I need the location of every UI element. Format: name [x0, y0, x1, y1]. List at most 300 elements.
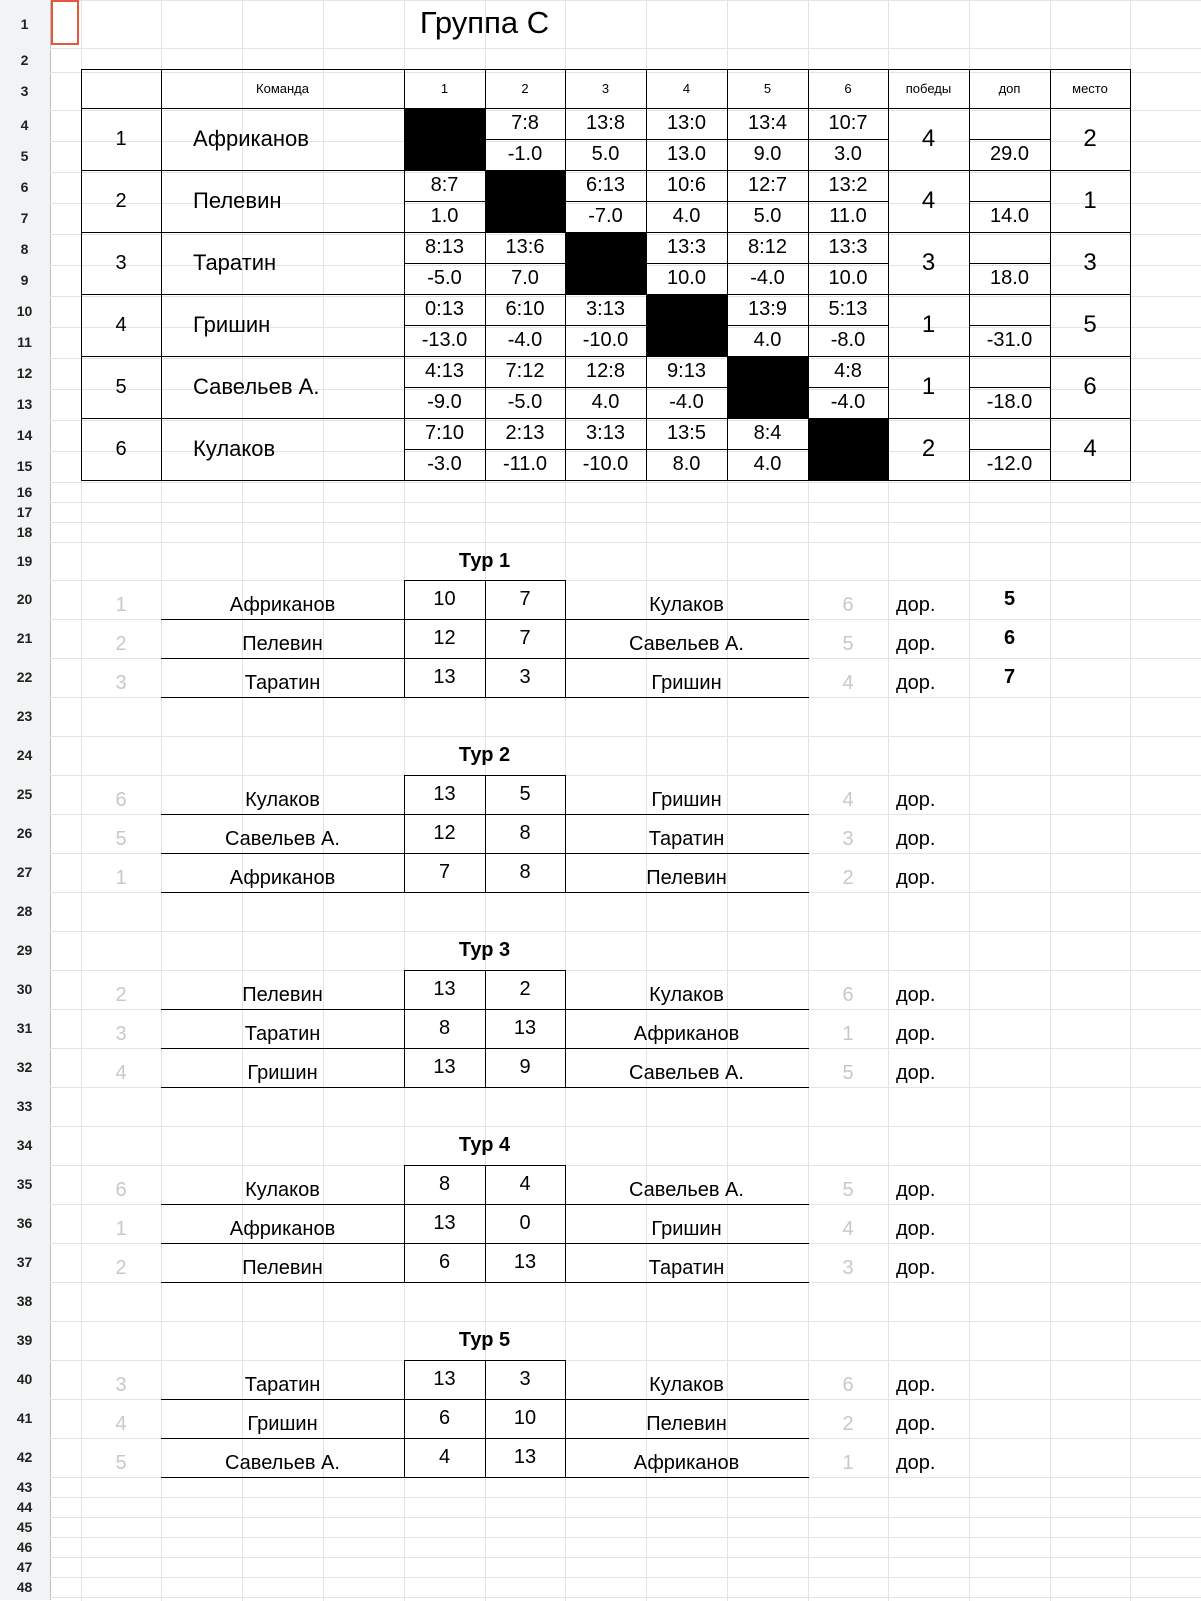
border-line [565, 69, 566, 481]
score-difference: 1.0 [430, 205, 459, 227]
border-line [161, 69, 162, 481]
road-label: дор. [896, 594, 936, 616]
score-difference: 13.0 [667, 143, 706, 165]
road-label: дор. [896, 1023, 936, 1045]
border-line [404, 387, 486, 388]
self-match-block [808, 418, 888, 480]
row-number[interactable]: 33 [16, 1098, 33, 1114]
row-number[interactable]: 48 [16, 1579, 33, 1595]
border-line [404, 775, 405, 893]
team2-name: Пелевин [646, 867, 727, 889]
row-number[interactable]: 13 [16, 396, 33, 412]
match-score: 12:7 [748, 174, 787, 196]
match-score: 7:12 [505, 360, 545, 382]
gridline [50, 502, 1201, 503]
team2-id: 1 [842, 1452, 854, 1474]
team-number: 6 [115, 437, 127, 460]
score-difference: -13.0 [421, 329, 468, 351]
border-line [404, 970, 405, 1088]
border-line [646, 387, 728, 388]
border-line [888, 69, 889, 481]
border-line [565, 775, 566, 893]
score-difference: 4.0 [591, 391, 620, 413]
score-difference: -7.0 [588, 205, 623, 227]
road-label: дор. [896, 867, 936, 889]
border-line [1130, 69, 1131, 481]
extra-points: 29.0 [990, 143, 1029, 165]
row-number[interactable]: 11 [17, 334, 32, 350]
extra-points: 14.0 [990, 205, 1029, 227]
score-difference: 8.0 [672, 453, 701, 475]
row-number[interactable]: 6 [20, 179, 29, 195]
score-difference: 4.0 [753, 453, 782, 475]
wins-count: 3 [921, 249, 936, 276]
team1-score: 13 [433, 783, 456, 805]
row-number[interactable]: 3 [20, 83, 29, 99]
gridline [50, 1597, 1201, 1598]
score-difference: 3.0 [834, 143, 862, 165]
team1-name: Таратин [244, 672, 321, 694]
wins-count: 4 [921, 125, 936, 152]
team2-id: 4 [842, 1218, 854, 1240]
team1-score: 12 [433, 822, 456, 844]
team2-score: 3 [519, 666, 531, 688]
extra-points: -31.0 [986, 329, 1033, 351]
road-label: дор. [896, 633, 936, 655]
wins-count: 1 [921, 311, 936, 338]
border-line [969, 139, 1051, 140]
row-number[interactable]: 20 [16, 591, 33, 607]
gridline [50, 522, 1201, 523]
road-label: дор. [896, 672, 936, 694]
road-label: дор. [896, 1179, 936, 1201]
row-number[interactable]: 30 [16, 981, 33, 997]
row-number[interactable]: 47 [16, 1559, 33, 1575]
score-difference: 10.0 [667, 267, 706, 289]
team2-score: 10 [513, 1407, 537, 1429]
team1-score: 13 [433, 666, 456, 688]
match-score: 8:13 [425, 236, 464, 258]
team2-id: 3 [842, 1257, 854, 1279]
row-number[interactable]: 41 [16, 1410, 33, 1426]
gridline [50, 542, 1201, 543]
score-difference: -10.0 [582, 329, 629, 351]
match-score: 13:0 [667, 112, 706, 134]
wins-count: 2 [921, 435, 936, 462]
team1-id: 3 [115, 672, 127, 694]
team2-score: 0 [519, 1212, 531, 1234]
road-label: дор. [896, 789, 936, 811]
row-number[interactable]: 37 [16, 1254, 33, 1270]
header-c2: 2 [521, 81, 529, 96]
header-extra: доп [998, 81, 1021, 96]
border-line [565, 201, 647, 202]
selected-cell[interactable] [51, 0, 79, 45]
match-score: 13:8 [586, 112, 625, 134]
row-number[interactable]: 36 [16, 1215, 33, 1231]
gridline [50, 931, 1201, 932]
border-line [485, 580, 486, 698]
match-score: 10:6 [667, 174, 706, 196]
header-c3: 3 [601, 81, 610, 96]
team2-id: 3 [842, 828, 854, 850]
self-match-block [565, 232, 646, 294]
court-number: 6 [1003, 627, 1016, 649]
border-line [565, 1165, 566, 1283]
gridline [50, 1321, 1201, 1322]
border-line [404, 580, 405, 698]
row-number[interactable]: 19 [16, 553, 33, 569]
team2-score: 9 [519, 1056, 531, 1078]
match-score: 10:7 [828, 112, 868, 134]
border-line [404, 1360, 405, 1478]
team2-score: 13 [513, 1017, 537, 1039]
border-line [969, 69, 970, 481]
border-line [485, 970, 486, 1088]
team1-id: 4 [115, 1413, 127, 1435]
border-line [969, 263, 1051, 264]
row-number[interactable]: 17 [16, 504, 33, 520]
row-number[interactable]: 8 [20, 241, 29, 257]
border-line [81, 69, 82, 481]
team1-score: 7 [438, 861, 451, 883]
team1-name: Пелевин [242, 1257, 323, 1279]
team2-name: Пелевин [646, 1413, 727, 1435]
border-line [808, 387, 889, 388]
border-line [81, 108, 1131, 109]
gridline [50, 1557, 1201, 1558]
row-number[interactable]: 43 [16, 1479, 33, 1495]
border-line [404, 1165, 405, 1283]
team2-id: 6 [842, 1374, 854, 1396]
border-line [969, 201, 1051, 202]
row-number[interactable]: 2 [20, 52, 29, 68]
score-difference: -4.0 [750, 267, 785, 289]
road-label: дор. [896, 1374, 936, 1396]
team1-score: 13 [433, 978, 456, 1000]
border-line [646, 449, 728, 450]
team1-score: 6 [438, 1407, 451, 1429]
border-line [485, 263, 566, 264]
header-c4: 4 [682, 81, 691, 96]
border-line [808, 325, 889, 326]
match-score: 8:7 [430, 174, 459, 196]
border-line [646, 263, 728, 264]
border-line [485, 139, 566, 140]
team1-name: Пелевин [242, 984, 323, 1006]
score-difference: 4.0 [753, 329, 782, 351]
team2-score: 13 [513, 1251, 537, 1273]
team1-id: 2 [115, 984, 127, 1006]
score-difference: -5.0 [507, 391, 543, 413]
row-number[interactable]: 45 [16, 1519, 33, 1535]
score-difference: 5.0 [753, 205, 782, 227]
team2-id: 5 [842, 1062, 854, 1084]
extra-points: 18.0 [990, 267, 1029, 289]
team1-score: 13 [433, 1056, 456, 1078]
border-line [969, 449, 1051, 450]
match-score: 9:13 [667, 360, 706, 382]
border-line [404, 263, 486, 264]
row-number[interactable]: 34 [16, 1137, 33, 1153]
team1-name: Кулаков [245, 789, 320, 811]
team-name: Африканов [193, 126, 309, 151]
team1-score: 4 [438, 1446, 451, 1468]
extra-points: -18.0 [986, 391, 1033, 413]
gridline [50, 1517, 1201, 1518]
border-line [565, 325, 647, 326]
team2-id: 2 [842, 1413, 854, 1435]
page-title: Группа С [419, 5, 550, 40]
score-difference: -9.0 [427, 391, 462, 413]
team2-name: Таратин [648, 1257, 725, 1279]
row-number[interactable]: 24 [16, 747, 33, 763]
row-number[interactable]: 40 [16, 1371, 33, 1387]
gridline [50, 736, 1201, 737]
team2-id: 6 [842, 594, 854, 616]
team-number: 4 [115, 313, 127, 336]
row-number[interactable]: 12 [16, 365, 33, 381]
team1-id: 1 [115, 1218, 127, 1240]
round-title: Тур 2 [458, 744, 511, 766]
score-difference: 7.0 [511, 267, 539, 289]
road-label: дор. [896, 1257, 936, 1279]
border-line [1050, 69, 1051, 481]
border-line [969, 325, 1051, 326]
team2-name: Гришин [651, 672, 722, 694]
match-score: 6:10 [505, 298, 545, 320]
place: 5 [1083, 311, 1097, 338]
row-number[interactable]: 39 [16, 1332, 33, 1348]
border-line [727, 69, 728, 481]
team1-id: 1 [115, 867, 127, 889]
row-number[interactable]: 21 [16, 630, 33, 646]
border-line [727, 139, 809, 140]
header-place: место [1072, 81, 1108, 96]
header-wins: победы [905, 81, 952, 96]
header-c5: 5 [763, 81, 772, 96]
team2-score: 7 [519, 627, 531, 649]
road-label: дор. [896, 1218, 936, 1240]
border-line [808, 139, 889, 140]
match-score: 5:13 [828, 298, 868, 320]
header-team: Команда [256, 81, 309, 96]
border-line [485, 1165, 486, 1283]
score-difference: -4.0 [669, 391, 704, 413]
team1-score: 10 [433, 588, 456, 610]
self-match-block [646, 294, 727, 356]
row-number[interactable]: 46 [16, 1539, 33, 1555]
round-title: Тур 1 [458, 549, 511, 572]
round-title: Тур 5 [458, 1329, 511, 1351]
match-score: 13:5 [667, 422, 706, 444]
row-number[interactable]: 35 [16, 1176, 33, 1192]
team2-name: Кулаков [649, 1374, 724, 1396]
team1-id: 2 [115, 1257, 127, 1279]
team-number: 3 [115, 251, 127, 274]
score-difference: -3.0 [427, 453, 462, 475]
road-label: дор. [896, 984, 936, 1006]
match-score: 2:13 [505, 422, 545, 444]
place: 1 [1083, 187, 1097, 214]
row-number[interactable]: 32 [16, 1059, 33, 1075]
team2-name: Савельев А. [629, 633, 744, 655]
team-name: Гришин [193, 312, 271, 337]
row-number[interactable]: 5 [20, 148, 29, 164]
row-number[interactable]: 14 [16, 427, 33, 443]
row-number[interactable]: 26 [16, 825, 33, 841]
team1-name: Гришин [247, 1413, 318, 1435]
team1-name: Африканов [229, 594, 336, 616]
match-score: 4:13 [425, 360, 464, 382]
score-difference: -4.0 [830, 391, 866, 413]
team1-id: 5 [115, 1452, 127, 1474]
team-name: Пелевин [193, 188, 282, 213]
border-line [969, 387, 1051, 388]
row-number[interactable]: 28 [16, 903, 33, 919]
team2-id: 6 [842, 984, 854, 1006]
self-match-block [404, 108, 485, 170]
row-number[interactable]: 1 [20, 16, 29, 32]
row-number[interactable]: 31 [16, 1020, 33, 1036]
row-number[interactable]: 10 [16, 303, 33, 319]
row-number[interactable]: 7 [20, 210, 29, 226]
team2-id: 2 [842, 867, 854, 889]
row-number[interactable]: 22 [16, 669, 33, 685]
row-number[interactable]: 29 [16, 942, 33, 958]
team2-name: Гришин [651, 789, 722, 811]
road-label: дор. [896, 1413, 936, 1435]
match-score: 6:13 [586, 174, 625, 196]
border-line [485, 69, 486, 481]
self-match-block [485, 170, 565, 232]
border-line [485, 775, 486, 893]
team2-id: 4 [842, 789, 854, 811]
court-number: 7 [1003, 666, 1016, 688]
team1-id: 4 [115, 1062, 127, 1084]
team2-score: 13 [513, 1446, 537, 1468]
team-number: 5 [115, 375, 127, 398]
team2-name: Гришин [651, 1218, 722, 1240]
team1-id: 3 [115, 1374, 127, 1396]
row-number[interactable]: 38 [16, 1293, 33, 1309]
team1-id: 6 [115, 1179, 127, 1201]
border-line [565, 1360, 566, 1478]
gridline [50, 48, 1201, 49]
match-score: 13:3 [667, 236, 706, 258]
team2-score: 8 [519, 861, 531, 883]
border-line [485, 325, 566, 326]
match-score: 7:10 [425, 422, 464, 444]
team1-score: 13 [433, 1212, 456, 1234]
row-number[interactable]: 4 [20, 117, 29, 133]
team1-score: 12 [433, 627, 456, 649]
team1-name: Савельев А. [225, 828, 340, 850]
border-line [727, 325, 809, 326]
score-difference: 4.0 [672, 205, 701, 227]
team2-score: 2 [519, 978, 531, 1000]
row-number[interactable]: 42 [16, 1449, 33, 1465]
team1-name: Таратин [244, 1374, 321, 1396]
team1-score: 13 [433, 1368, 456, 1390]
round-title: Тур 4 [458, 1134, 511, 1156]
score-difference: -8.0 [830, 329, 866, 351]
match-score: 13:9 [748, 298, 787, 320]
team2-name: Таратин [648, 828, 725, 850]
team-number: 2 [115, 189, 127, 212]
score-difference: -5.0 [427, 267, 462, 289]
row-number[interactable]: 9 [20, 272, 29, 288]
wins-count: 4 [921, 187, 936, 214]
score-difference: 11.0 [829, 205, 867, 227]
border-line [727, 449, 809, 450]
team1-score: 8 [438, 1017, 451, 1039]
score-difference: 5.0 [591, 143, 620, 165]
road-label: дор. [896, 1062, 936, 1084]
border-line [646, 69, 647, 481]
team1-id: 6 [115, 789, 127, 811]
team2-name: Кулаков [649, 984, 724, 1006]
match-score: 3:13 [586, 298, 625, 320]
team1-name: Кулаков [245, 1179, 320, 1201]
row-number[interactable]: 25 [16, 786, 33, 802]
team1-id: 3 [115, 1023, 127, 1045]
gridline [50, 1165, 1201, 1166]
match-score: 3:13 [586, 422, 625, 444]
team2-name: Савельев А. [629, 1062, 744, 1084]
row-number[interactable]: 27 [16, 864, 33, 880]
team2-score: 5 [519, 783, 531, 805]
match-score: 4:8 [834, 360, 862, 382]
border-line [565, 449, 647, 450]
row-number[interactable]: 16 [16, 484, 33, 500]
team2-id: 4 [842, 672, 854, 694]
wins-count: 1 [921, 373, 936, 400]
place: 4 [1083, 435, 1097, 462]
match-score: 0:13 [425, 298, 464, 320]
place: 2 [1083, 125, 1097, 152]
border-line [808, 201, 889, 202]
row-number[interactable]: 15 [16, 458, 33, 474]
match-score: 7:8 [511, 112, 539, 134]
row-number[interactable]: 18 [16, 524, 33, 540]
team2-name: Кулаков [649, 594, 724, 616]
row-number[interactable]: 44 [16, 1499, 33, 1515]
border-line [646, 139, 728, 140]
score-difference: 10.0 [828, 267, 868, 289]
team1-name: Африканов [229, 867, 336, 889]
header-c1: 1 [440, 81, 449, 96]
border-line [808, 263, 889, 264]
border-line [808, 69, 809, 481]
border-line [485, 387, 566, 388]
team2-name: Африканов [633, 1023, 740, 1045]
match-score: 8:4 [753, 422, 782, 444]
border-line [485, 1360, 486, 1478]
border-line [404, 201, 486, 202]
team1-id: 5 [115, 828, 127, 850]
row-number[interactable]: 23 [16, 708, 33, 724]
team-number: 1 [115, 127, 127, 150]
team2-score: 3 [519, 1368, 531, 1390]
score-difference: -10.0 [582, 453, 629, 475]
team1-id: 2 [115, 633, 127, 655]
border-line [565, 139, 647, 140]
match-score: 12:8 [586, 360, 625, 382]
border-line [565, 387, 647, 388]
team1-name: Гришин [247, 1062, 318, 1084]
team2-name: Савельев А. [629, 1179, 744, 1201]
